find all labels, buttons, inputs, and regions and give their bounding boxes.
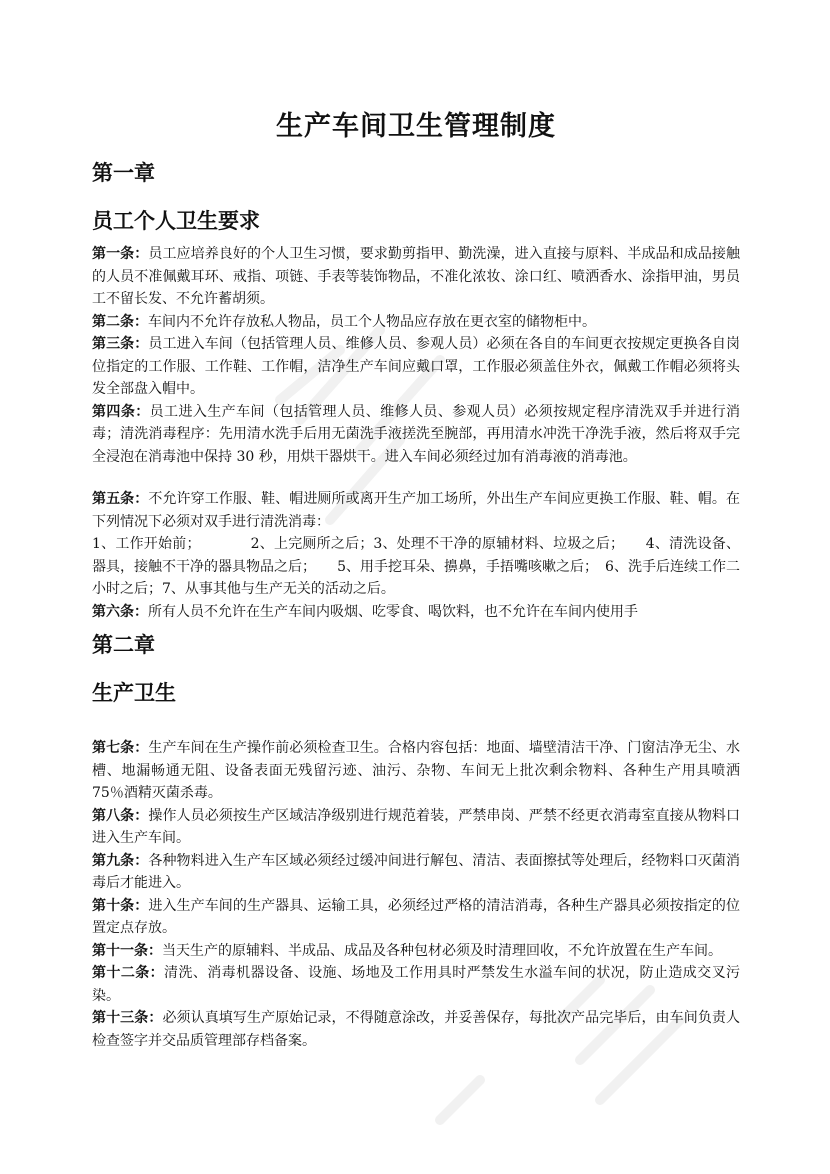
- article-8: [92, 805, 740, 850]
- chapter-1-heading: 第一章: [92, 160, 155, 185]
- article-text: 必须认真填写生产原始记录，不得随意涂改，并妥善保存，每批次产品完毕后，由车间负责人检查签字并交品质管理部存档备案。: [92, 1010, 741, 1049]
- article-3: [92, 333, 740, 401]
- paragraph-gap: [92, 468, 740, 488]
- article-label: 第八条：: [92, 807, 149, 824]
- article-label: 第五条：: [92, 491, 149, 507]
- article-text: 员工进入车间（包括管理人员、维修人员、参观人员）必须在各自的车间更衣按规定更换各自岗位指定的工作服、工作鞋、工作帽，洁净生产车间应戴口罩，工作服必须盖住外衣，佩戴工作帽必须将头发全部盘入帽中。: [92, 336, 741, 397]
- document-page: [92, 104, 740, 1052]
- article-text: 清洗、消毒机器设备、设施、场地及工作用具时严禁发生水溢车间的状况，防止造成交叉污染。: [92, 965, 740, 1004]
- article-label: 第四条：: [92, 403, 150, 420]
- article-text: 员工进入生产车间（包括管理人员、维修人员、参观人员）必须按规定程序清洗双手并进行消毒；清洗消毒程序：先用清水洗手后用无菌洗手液搓洗至腕部，再用清水冲洗干净洗手液，然后将双手完全浸泡在消毒池中保持 30 秒，用烘干器烘干。进入车间必须经过加有消毒液的消毒池。: [92, 403, 741, 465]
- article-label: 第十条：: [92, 897, 149, 914]
- article-10: [92, 895, 740, 940]
- article-label: 第十二条：: [92, 965, 165, 981]
- section-production-hygiene-heading: 生产卫生: [92, 680, 176, 705]
- article-6: [92, 601, 740, 624]
- article-text: 进入生产车间的生产器具、运输工具，必须经过严格的清洁消毒，各种生产器具必须按指定的位置定点存放。: [92, 897, 741, 936]
- article-text: 操作人员必须按生产区域洁净级别进行规范着装，严禁串岗、严禁不经更衣消毒室直接从物料口进入生产车间。: [92, 807, 741, 846]
- article-text: 各种物料进入生产车区域必须经过缓冲间进行解包、清洁、表面擦拭等处理后，经物料口灭菌消毒后才能进入。: [92, 852, 741, 891]
- article-text: 所有人员不允许在生产车间内吸烟、吃零食、喝饮料，也不允许在车间内使用手: [148, 603, 638, 620]
- article-7: [92, 737, 740, 805]
- article-4: [92, 401, 740, 469]
- article-text: 不允许穿工作服、鞋、帽进厕所或离开生产加工场所，外出生产车间应更换工作服、鞋、帽。在下列情况下必须对双手进行清洗消毒：: [92, 491, 741, 530]
- article-text: 车间内不允许存放私人物品，员工个人物品应存放在更衣室的储物柜中。: [148, 313, 596, 330]
- article-5-list: [92, 533, 740, 601]
- article-text: 1、工作开始前； 2、上完厕所之后；3、处理不干净的原辅材料、垃圾之后； 4、清洗设备、器具，接触不干净的器具物品之后； 5、用手挖耳朵、擤鼻，手捂嘴咳嗽之后； 6、洗手后连续工作二小时之后；7、从事其他与生产无关的活动之后。: [92, 536, 740, 597]
- article-9: [92, 850, 740, 895]
- article-label: 第二条：: [92, 313, 148, 330]
- article-label: 第三条：: [92, 336, 149, 352]
- article-2: [92, 311, 740, 334]
- chapter-2-heading: 第二章: [92, 632, 155, 657]
- article-label: 第七条：: [92, 740, 149, 756]
- article-label: 第十一条：: [92, 942, 162, 959]
- article-text: 当天生产的原辅料、半成品、成品及各种包材必须及时清理回收，不允许放置在生产车间。: [162, 942, 722, 959]
- section-personal-hygiene-heading: 员工个人卫生要求: [92, 208, 260, 233]
- article-text: 生产车间在生产操作前必须检查卫生。合格内容包括：地面、墙壁清洁干净、门窗洁净无尘、水槽、地漏畅通无阻、设备表面无残留污迹、油污、杂物、车间无上批次剩余物料、各种生产用具喷洒 75％酒精灭菌杀毒。: [92, 740, 741, 801]
- article-13: [92, 1007, 740, 1052]
- article-label: 第六条：: [92, 603, 148, 620]
- article-text: 员工应培养良好的个人卫生习惯，要求勤剪指甲、勤洗澡，进入直接与原料、半成品和成品接触的人员不准佩戴耳环、戒指、项链、手表等装饰物品，不准化浓妆、涂口红、喷洒香水、涂指甲油，男员工不留长发、不允许蓄胡须。: [92, 246, 741, 307]
- article-5: [92, 488, 740, 533]
- article-11: [92, 940, 740, 963]
- article-1: [92, 243, 740, 311]
- article-label: 第九条：: [92, 852, 149, 869]
- article-12: [92, 962, 740, 1007]
- document-title: 生产车间卫生管理制度: [276, 111, 556, 142]
- article-label: 第十三条：: [92, 1010, 163, 1026]
- article-label: 第一条：: [92, 246, 149, 262]
